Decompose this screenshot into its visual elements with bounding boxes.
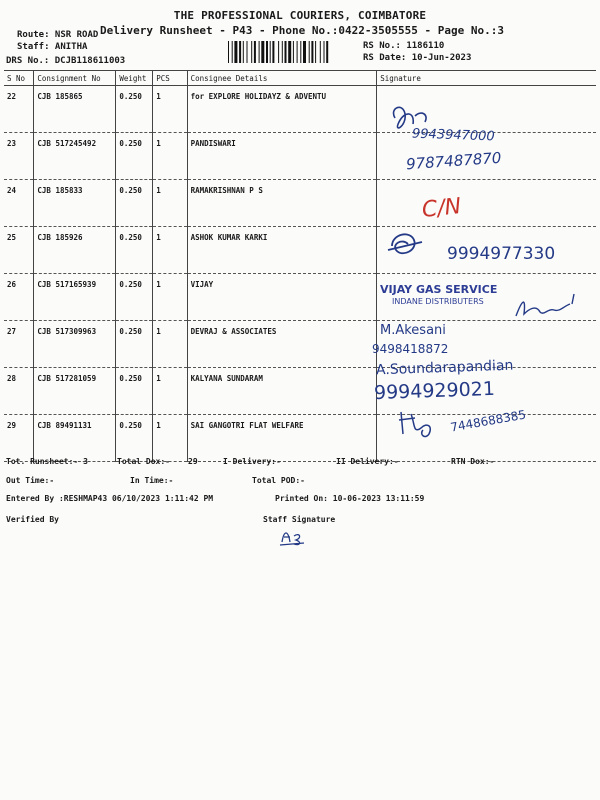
entered-by: Entered By :RESHMAP43 06/10/2023 1:11:42 PM	[6, 494, 214, 503]
staff-label: Staff: ANITHA	[17, 42, 88, 52]
staff-signature-label: Staff Signature	[263, 515, 336, 524]
cell-signature	[377, 180, 596, 227]
rs-date: RS Date: 10-Jun-2023	[363, 53, 472, 63]
handwritten-name: A.Soundarapandian	[375, 357, 514, 379]
cell-weight: 0.250	[116, 415, 153, 462]
cell-consignment: CJB 517165939	[34, 274, 116, 321]
cell-consignee: RAMAKRISHNAN P S	[187, 180, 377, 227]
cell-sno: 23	[4, 133, 34, 180]
cell-sno: 22	[4, 86, 34, 133]
in-time: In Time:-	[130, 476, 174, 485]
cell-consignment: CJB 185926	[34, 227, 116, 274]
handwritten-phone: 9943947000	[411, 126, 495, 145]
cell-pcs: 1	[153, 180, 187, 227]
drs-number: DRS No.: DCJB118611003	[6, 56, 126, 66]
cell-weight: 0.250	[116, 86, 153, 133]
total-dox-value: 29	[188, 457, 198, 466]
cell-weight: 0.250	[116, 133, 153, 180]
verified-by: Verified By	[6, 515, 59, 524]
company-stamp: INDANE DISTRIBUTERS	[392, 297, 484, 306]
col-pcs: PCS	[153, 71, 187, 86]
staff-signature-scribble	[278, 526, 308, 548]
handwritten-phone: 9498418872	[372, 342, 449, 356]
ii-delivery: II Delivery:-	[336, 457, 399, 466]
cell-consignment: CJB 185865	[34, 86, 116, 133]
rs-number: RS No.: 1186110	[363, 41, 445, 51]
cell-pcs: 1	[153, 274, 187, 321]
rtn-dox: RTN Dox:-	[451, 457, 495, 466]
handwritten-phone: 9994977330	[447, 244, 556, 264]
signature-scribble	[512, 290, 582, 324]
i-delivery: I Delivery:-	[223, 457, 281, 466]
table-row	[4, 180, 596, 227]
cell-weight: 0.250	[116, 227, 153, 274]
col-sno: S No	[4, 71, 34, 86]
company-stamp: VIJAY GAS SERVICE	[380, 283, 498, 296]
cell-consignee: SAI GANGOTRI FLAT WELFARE	[187, 415, 377, 462]
signature-scribble	[393, 404, 439, 444]
signature-scribble	[386, 224, 426, 264]
total-pod: Total POD:-	[252, 476, 305, 485]
cell-pcs: 1	[153, 86, 187, 133]
col-signature: Signature	[377, 71, 596, 86]
cell-pcs: 1	[153, 415, 187, 462]
cell-pcs: 1	[153, 227, 187, 274]
route-label: Route: NSR ROAD	[17, 30, 99, 40]
cell-consignee: DEVRAJ & ASSOCIATES	[187, 321, 377, 368]
runsheet-table	[4, 70, 596, 462]
total-runsheet: Tot. Runsheet:- 3	[6, 457, 88, 466]
cell-sno: 25	[4, 227, 34, 274]
table-row	[4, 368, 596, 415]
cell-pcs: 1	[153, 321, 187, 368]
cell-sno: 24	[4, 180, 34, 227]
cell-sno: 28	[4, 368, 34, 415]
runsheet-subtitle: Delivery Runsheet - P43 - Phone No.:0422-3505555 - Page No.:3	[100, 24, 504, 37]
table-row	[4, 86, 596, 133]
table-row	[4, 133, 596, 180]
cell-consignee: VIJAY	[187, 274, 377, 321]
barcode-image	[228, 41, 356, 63]
table-row	[4, 274, 596, 321]
col-consignment: Consignment No	[34, 71, 116, 86]
handwritten-phone: 7448688385	[449, 407, 527, 435]
handwritten-phone: 9994929021	[373, 377, 496, 405]
col-consignee: Consignee Details	[187, 71, 377, 86]
printed-on: Printed On: 10-06-2023 13:11:59	[275, 494, 425, 503]
cell-weight: 0.250	[116, 274, 153, 321]
cell-consignment: CJB 89491131	[34, 415, 116, 462]
cell-consignment: CJB 517309963	[34, 321, 116, 368]
cell-weight: 0.250	[116, 368, 153, 415]
cell-weight: 0.250	[116, 180, 153, 227]
handwritten-name: M.Akesani	[380, 323, 446, 338]
cell-pcs: 1	[153, 368, 187, 415]
cell-weight: 0.250	[116, 321, 153, 368]
cell-consignee: ASHOK KUMAR KARKI	[187, 227, 377, 274]
cell-pcs: 1	[153, 133, 187, 180]
out-time: Out Time:-	[6, 476, 55, 485]
col-weight: Weight	[116, 71, 153, 86]
document-title: THE PROFESSIONAL COURIERS, COIMBATORE	[173, 9, 427, 22]
handwritten-note: C/N	[420, 194, 463, 223]
cell-consignee: PANDISWARI	[187, 133, 377, 180]
cell-sno: 27	[4, 321, 34, 368]
cell-consignee: KALYANA SUNDARAM	[187, 368, 377, 415]
handwritten-phone: 9787487870	[405, 148, 502, 174]
cell-consignee: for EXPLORE HOLIDAYZ & ADVENTU	[187, 86, 377, 133]
total-dox-label: Total Dox:-	[117, 457, 170, 466]
cell-consignment: CJB 517245492	[34, 133, 116, 180]
cell-sno: 26	[4, 274, 34, 321]
cell-sno: 29	[4, 415, 34, 462]
cell-consignment: CJB 517281059	[34, 368, 116, 415]
cell-consignment: CJB 185833	[34, 180, 116, 227]
